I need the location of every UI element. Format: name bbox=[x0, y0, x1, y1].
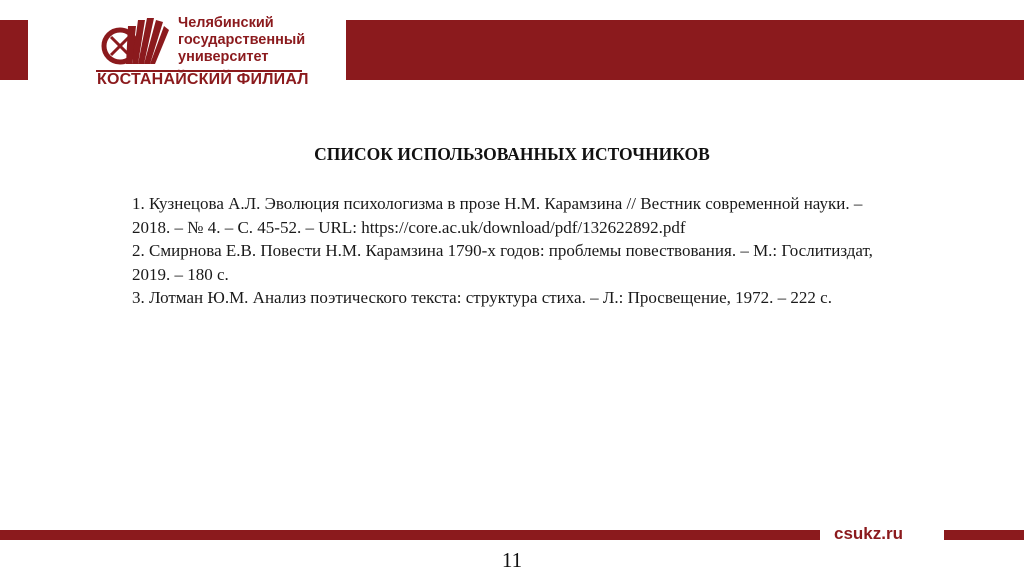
org-line-2: государственный bbox=[178, 32, 306, 48]
header-bar-left bbox=[0, 20, 28, 80]
footer-site-link[interactable]: csukz.ru bbox=[834, 524, 903, 543]
org-line-1: Челябинский bbox=[178, 15, 274, 31]
references-list bbox=[132, 192, 892, 310]
branch-name: КОСТАНАЙСКИЙ ФИЛИАЛ bbox=[97, 71, 309, 88]
footer-bar-end bbox=[944, 530, 1024, 540]
slide-title: СПИСОК ИСПОЛЬЗОВАННЫХ ИСТОЧНИКОВ bbox=[314, 144, 710, 164]
header-bar-right bbox=[346, 20, 1024, 80]
reference-item: 3. Лотман Ю.М. Анализ поэтического текста: структура стиха. – Л.: Просвещение, 1972. – 222 с. bbox=[132, 288, 832, 307]
organization-name bbox=[178, 15, 305, 66]
university-logo-icon bbox=[100, 14, 170, 74]
footer-bar bbox=[0, 530, 820, 540]
reference-item: 1. Кузнецова А.Л. Эволюция психологизма в прозе Н.М. Карамзина // Вестник современной науки. – 2018. – № 4. – С. 45-52. – URL: https://core.ac.uk/download/pdf/132622892.pdf bbox=[132, 194, 863, 237]
org-line-3: университет bbox=[178, 49, 269, 65]
reference-item: 2. Смирнова Е.В. Повести Н.М. Карамзина 1790-х годов: проблемы повествования. – М.: Гослитиздат, 2019. – 180 с. bbox=[132, 241, 873, 284]
page-number: 11 bbox=[501, 548, 523, 572]
